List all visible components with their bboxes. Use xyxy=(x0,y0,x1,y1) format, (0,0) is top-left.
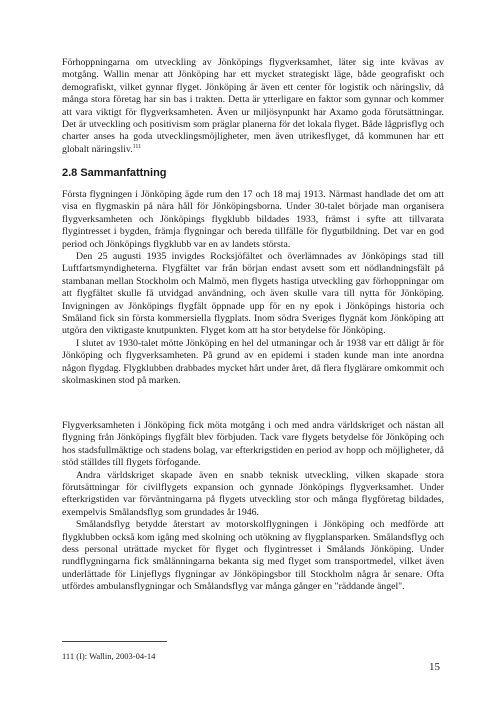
summary-paragraph: Flygverksamheten i Jönköping fick möta motgång i och med andra världskriget och nästan all flygning från Jönköpings flygfält blev förbjuden. Tack vare flygets betydelse för Jönköping och hos stadsfullmäktige och stadens bolag, var efterkrigstiden en period av hopp och möjligheter, då stöd ställdes till flygets förfogande. xyxy=(62,420,444,469)
section-heading: 2.8 Sammanfattning xyxy=(62,167,167,179)
summary-paragraph: Den 25 augusti 1935 invigdes Rocksjöfältet och överlämnades av Jönköpings stad till Luftfartsmyndigheterna. Flygfältet var från början endast avsett som ett nödlandningsfält på stambanan mellan Stockholm och Malmö, men flygets hastiga utveckling gav förhoppningar om att flygfältet skulle få utvidgad användning, och även skulle vara till nytta för Jönköping. Invigningen av Jönköpings flygfält öppnade upp för en ny epok i Jönköpings historia och Småland fick sin första kommersiella flygplats. Inom södra Sveriges flygnät kom Jönköping att utgöra den viktigaste knutpunkten. Flyget kom att ha stor betydelse för Jönköping. xyxy=(62,251,444,337)
summary-block-1 xyxy=(62,189,444,388)
summary-paragraph: Smålandsflyg betydde återstart av motorskolflygningen i Jönköping och medförde att flygklubben också kom igång med skolning och utökning av flygplansparken. Smålandsflyg och dess personal uträttade mycket för flyget och flygintresset i Smålands Jönköping. Under rundflygningarna fick smålänningarna bekanta sig med flyget som transportmedel, vilket även underlättade för Linjeflygs flygningar av Jönköpingsbor till Stockholm några år senare. Ofta utfördes ambulansflygningar och Smålandsflyg var många gånger en "räddande ängel". xyxy=(62,519,444,593)
intro-paragraph xyxy=(62,57,444,156)
summary-paragraph: I slutet av 1930-talet mötte Jönköping en hel del utmaningar och år 1938 var ett dåligt år för Jönköping och flygverksamheten. På grund av en epidemi i staden kunde man inte anordna någon flygdag. Flygklubben drabbades mycket hårt under året, då flera flyglärare omkommit och skolmaskinen stod på marken. xyxy=(62,337,444,387)
summary-paragraph: Första flygningen i Jönköping ägde rum den 17 och 18 maj 1913. Närmast handlade det om att visa en flygmaskin på nära håll för Jönköpingsborna. Under 30-talet började man organisera flygverksamheten och Jönköpings flygklubb bildades 1933, främst i syfte att tillvarata flygintresset i bygden, främja flygningar och bereda tillfälle för flygutbildning. Det var en god period och Jönköpings flygklubb var en av landets största. xyxy=(62,189,444,250)
summary-block-2 xyxy=(62,420,444,594)
intro-paragraph-text: Förhoppningarna om utveckling av Jönköpings flygverksamhet, läter sig inte kvävas av motgång. Wallin menar att Jönköping har ett mycket strategiskt läge, både geografiskt och demografiskt, vilket gynnar flyget. Jönköping är även ett center för logistik och näringsliv, då många stora företag har sin bas i trakten. Detta är ytterligare en faktor som gynnar och kommer att vara viktigt för flygverksamheten. Även ur miljösynpunkt har Axamo goda förutsättningar. Det är utveckling och positivism som präglar planerna för det lokala flyget. Både lågprisflyg och charter anses ha goda utvecklingsmöjligheter, men även utrikesflyget, då kommunen har ett globalt näringsliv. xyxy=(62,57,444,155)
footnote-reference: 111 xyxy=(132,143,142,150)
footnote: 111 (I): Wallin, 2003-04-14 xyxy=(62,651,156,661)
footnote-divider xyxy=(62,641,167,642)
intro-section xyxy=(62,57,444,156)
summary-paragraph: Andra världskriget skapade även en snabb teknisk utveckling, vilken skapade stora förutsättningar för civilflygets expansion och gynnade Jönköpings flygverksamhet. Under efterkrigstiden var förväntningarna på flygets utveckling stor och många flygföretag bildades, exempelvis Smålandsflyg som grundades år 1946. xyxy=(62,469,444,518)
page-number: 15 xyxy=(429,661,440,673)
